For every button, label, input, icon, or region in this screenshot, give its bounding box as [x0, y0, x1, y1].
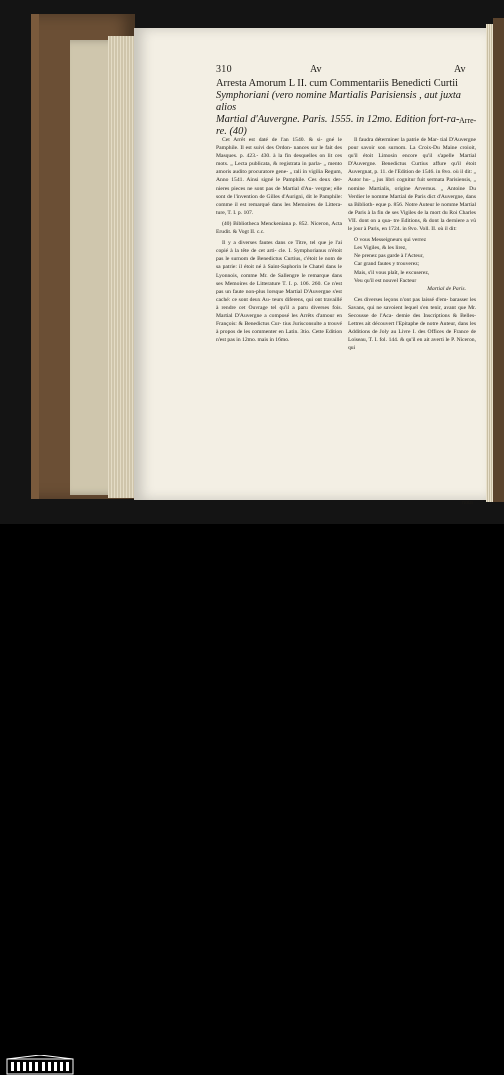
left-column [216, 136, 342, 347]
paragraph: Il y a diverses fautes dans ce Titre, tel que je l'ai copié à la tête de cet arti- cle. I. Symphorianus n'étoit pas le surnom de Benedictus Curtius, c'étoit le nom de sa patrie: il étoit né à Saint-Saphorin le Chatel dans le Lyonnois, comme Mr. de Sallengre le remarque dans ses Memoires de Litterature T. I. p. 106. 260. Ce n'est pas un faute non-plus lorsque Martial D'Auvergne s'est caché: ce sont deux Au- teurs diferens, qui ont travaillé à rendre cet Ouvrage tel qu'il a paru diverses fois. Martial D'Auvergne a composé les Arrêts d'amour en François: & Benedictus Cur- tius Jurisconsulte a trouvé à propos de les commenter en Latin. 3tio. Cette Edition n'est pas in 12mo. mais in 16mo. [216, 240, 342, 344]
book-cover-right [493, 18, 504, 502]
scan-area [0, 0, 504, 524]
running-head-left: Av [310, 64, 322, 75]
heading-line: re. (40) [216, 126, 247, 137]
library-building-icon [6, 1055, 74, 1075]
verse-line: Les Vigiles, & les lirez, [354, 245, 407, 252]
paragraph: Cet Arrêt est daté de l'an 1540. & si- gné le Pamphile. Il est suivi des Ordon- nances sur le fait des Masques. p. 423.- 430. à la fin desquelles on lit ces mots. „ Lecta publicata, & registrata in parla- „ mento amoris audito procuratore gene- „ rali in vigilia Regum, Anno 1541. Ainsi signé le Pamphile. Ces deux der- nieres pieces ne sont pas de Martial d'Au- vergne; elle sont de l'invention de Gilles d'Aurigni, dit le Pamphile: comme il est remarqué dans les Memoires de Littera- ture, T. I. p. 107. [216, 137, 342, 216]
verse-line: Ne prenez pas garde à l'Acteur, [354, 253, 424, 260]
verse-line: O vous Messeigneurs qui verrez [354, 237, 427, 244]
page-number: 310 [216, 64, 232, 75]
verse-line: Veu qu'il est nouvel Facteur [354, 277, 417, 284]
verse-line: Mais, s'il vous plaît, le excuserez, [354, 269, 430, 276]
book-page [134, 28, 486, 506]
paragraph: Ces diverses leçons n'ont pas laissé d'em- barasser les Savans, qui ne savoient lequel s'en tenir, avant que Mr. Secousse de l'Aca- demie des Inscriptions & Belles-Lettres ait découvert l'Epitaphe de notre Auteur, dans les Additions de Joly au Livre I. des Offices de France de Loiseau, T. I. fol. 144. & qu'il en ait averti le P. Niceron, qui [348, 296, 476, 352]
viewer-footer [0, 524, 504, 554]
heading-line: Martial d'Auvergne. Paris. 1555. in 12mo. Edition fort-ra- [216, 114, 460, 125]
heading-line: Symphoriani (vero nomine Martialis Parisiensis , aut juxta alios [216, 90, 461, 113]
verse-line: Car grand fautes y trouverez; [354, 261, 420, 268]
heading-catchword: Arre- [459, 116, 477, 125]
paragraph: (40) Bibliotheca Menckeniana p. 852. Niceron, Acta Erudit. & Vogt II. c.c. [216, 220, 342, 236]
running-head-right: Av [454, 64, 466, 75]
entry-heading [216, 78, 478, 138]
cover-edge [31, 14, 39, 499]
right-column [348, 136, 476, 355]
verse-signature: Martial de Paris. [427, 285, 466, 292]
heading-line: Arresta Amorum L II. cum Commentariis Benedicti Curtii [216, 78, 459, 89]
page-catchword: nous [462, 500, 474, 506]
paragraph: Il faudra déterminer la patrie de Mar- tial D'Auvergne pour savoir son surnom. La Croix-Du Maine croioit, qu'il étoit Limosin encore qu'il s'apelle Martial D'Auvergne. Benedictus Curtius affure qu'il étoit Auvergnat, p. 11. de l'Edition de 1546. in 8vo. où il dit: „ Autor hu- „ jus libri cognitur fuit sermata Parisiensis, „ nomine Martialis, origine Arvernus. „ Antoine Du Verdier le nomme Martial de Paris dict d'Auvergne, dans sa Biblioth- eque p. 856. Notre Auteur le nomme Martial de Paris à la fin de ses Vigiles de la mort du Roi Charles VII. dont on a qua- tre Editions, & dont la derniere a vû le jour à Paris, en 1724. in 8vo. Voll. II. où il dit: [348, 137, 476, 233]
